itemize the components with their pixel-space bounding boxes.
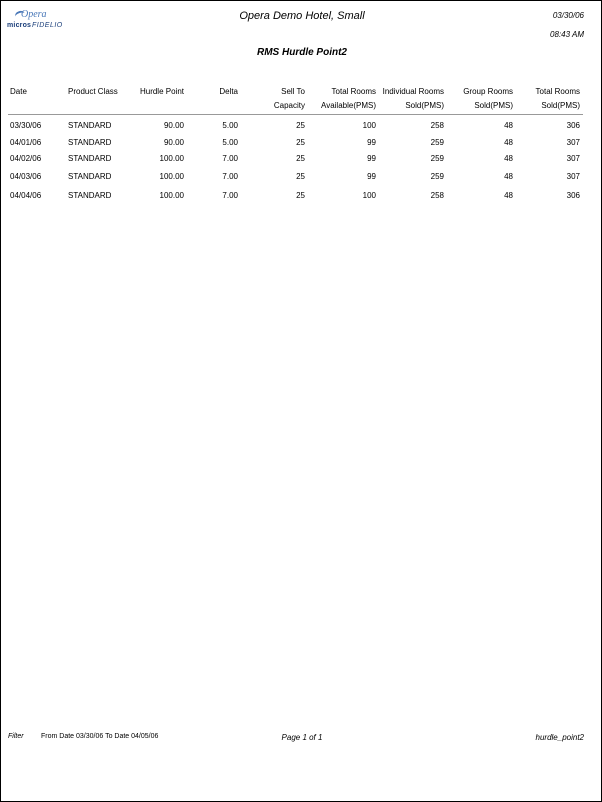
table-row-hurdle-point: 90.00 — [163, 121, 184, 130]
table-row-product-class: STANDARD — [68, 138, 112, 147]
table-row-individual-rooms-sold: 258 — [430, 121, 444, 130]
table-row-date: 04/04/06 — [10, 191, 42, 200]
table-row-hurdle-point: 100.00 — [159, 172, 184, 181]
table-row-total-rooms-sold: 306 — [566, 121, 580, 130]
logo-opera-text: Opera — [21, 9, 47, 20]
table-row-group-rooms-sold: 48 — [504, 121, 513, 130]
table-row-total-rooms-available: 99 — [367, 172, 376, 181]
table-row-sell-to-capacity: 25 — [296, 121, 305, 130]
table-row-delta: 5.00 — [222, 138, 238, 147]
table-row-date: 03/30/06 — [10, 121, 42, 130]
table-row-group-rooms-sold: 48 — [504, 172, 513, 181]
table-row-delta: 7.00 — [222, 154, 238, 163]
table-row-product-class: STANDARD — [68, 191, 112, 200]
table-row-total-rooms-sold: 306 — [566, 191, 580, 200]
table-row-total-rooms-available: 99 — [367, 138, 376, 147]
footer-page-number: Page 1 of 1 — [281, 733, 323, 742]
logo-fidelio-text: FIDELIO — [32, 22, 63, 29]
report-title: RMS Hurdle Point2 — [256, 47, 347, 58]
table-row-sell-to-capacity: 25 — [296, 154, 305, 163]
print-date: 03/30/06 — [552, 11, 584, 20]
table-row-total-rooms-available: 100 — [362, 121, 376, 130]
table-row-delta: 7.00 — [222, 191, 238, 200]
table-row-total-rooms-sold: 307 — [566, 154, 580, 163]
print-time: 08:43 AM — [550, 30, 584, 39]
table-row-individual-rooms-sold: 259 — [430, 172, 444, 181]
table-row-hurdle-point: 100.00 — [159, 191, 184, 200]
col-header-hurdle-point: Hurdle Point — [139, 87, 184, 96]
col-header-capacity: Capacity — [273, 101, 305, 110]
table-row-group-rooms-sold: 48 — [504, 191, 513, 200]
col-header-delta: Delta — [219, 87, 238, 96]
footer-report-name: hurdle_point2 — [535, 733, 584, 742]
table-row-delta: 7.00 — [222, 172, 238, 181]
col-header-product-class: Product Class — [68, 87, 118, 96]
table-row-group-rooms-sold: 48 — [504, 154, 513, 163]
table-row-total-rooms-sold: 307 — [566, 172, 580, 181]
table-row-date: 04/03/06 — [10, 172, 42, 181]
col-header-date: Date — [10, 87, 27, 96]
col-header-individual-rooms: Individual Rooms — [382, 87, 444, 96]
logo-micros-text: micros — [7, 22, 32, 29]
footer-filter-value: From Date 03/30/06 To Date 04/05/06 — [41, 733, 159, 740]
table-row-hurdle-point: 100.00 — [159, 154, 184, 163]
col-header-total-sold-pms: Sold(PMS) — [541, 101, 580, 110]
table-row-product-class: STANDARD — [68, 172, 112, 181]
table-row-hurdle-point: 90.00 — [163, 138, 184, 147]
col-header-individual-sold-pms: Sold(PMS) — [405, 101, 444, 110]
col-header-total-rooms-sold: Total Rooms — [535, 87, 580, 96]
table-row-individual-rooms-sold: 259 — [430, 138, 444, 147]
table-row-total-rooms-sold: 307 — [566, 138, 580, 147]
table-row-individual-rooms-sold: 259 — [430, 154, 444, 163]
table-row-sell-to-capacity: 25 — [296, 172, 305, 181]
table-row-group-rooms-sold: 48 — [504, 138, 513, 147]
table-row-date: 04/02/06 — [10, 154, 42, 163]
hotel-name: Opera Demo Hotel, Small — [239, 10, 365, 22]
col-header-total-rooms-available: Total Rooms — [331, 87, 376, 96]
col-header-group-rooms: Group Rooms — [463, 87, 513, 96]
table-row-individual-rooms-sold: 258 — [430, 191, 444, 200]
col-header-available-pms: Available(PMS) — [321, 101, 376, 110]
table-row-date: 04/01/06 — [10, 138, 42, 147]
table-row-delta: 5.00 — [222, 121, 238, 130]
table-row-product-class: STANDARD — [68, 121, 112, 130]
table-row-total-rooms-available: 100 — [362, 191, 376, 200]
table-row-sell-to-capacity: 25 — [296, 138, 305, 147]
footer-filter-label: Filter — [8, 733, 24, 740]
col-header-group-sold-pms: Sold(PMS) — [474, 101, 513, 110]
col-header-sell-to: Sell To — [281, 87, 305, 96]
table-row-sell-to-capacity: 25 — [296, 191, 305, 200]
header-divider — [8, 114, 583, 115]
table-row-product-class: STANDARD — [68, 154, 112, 163]
table-row-total-rooms-available: 99 — [367, 154, 376, 163]
